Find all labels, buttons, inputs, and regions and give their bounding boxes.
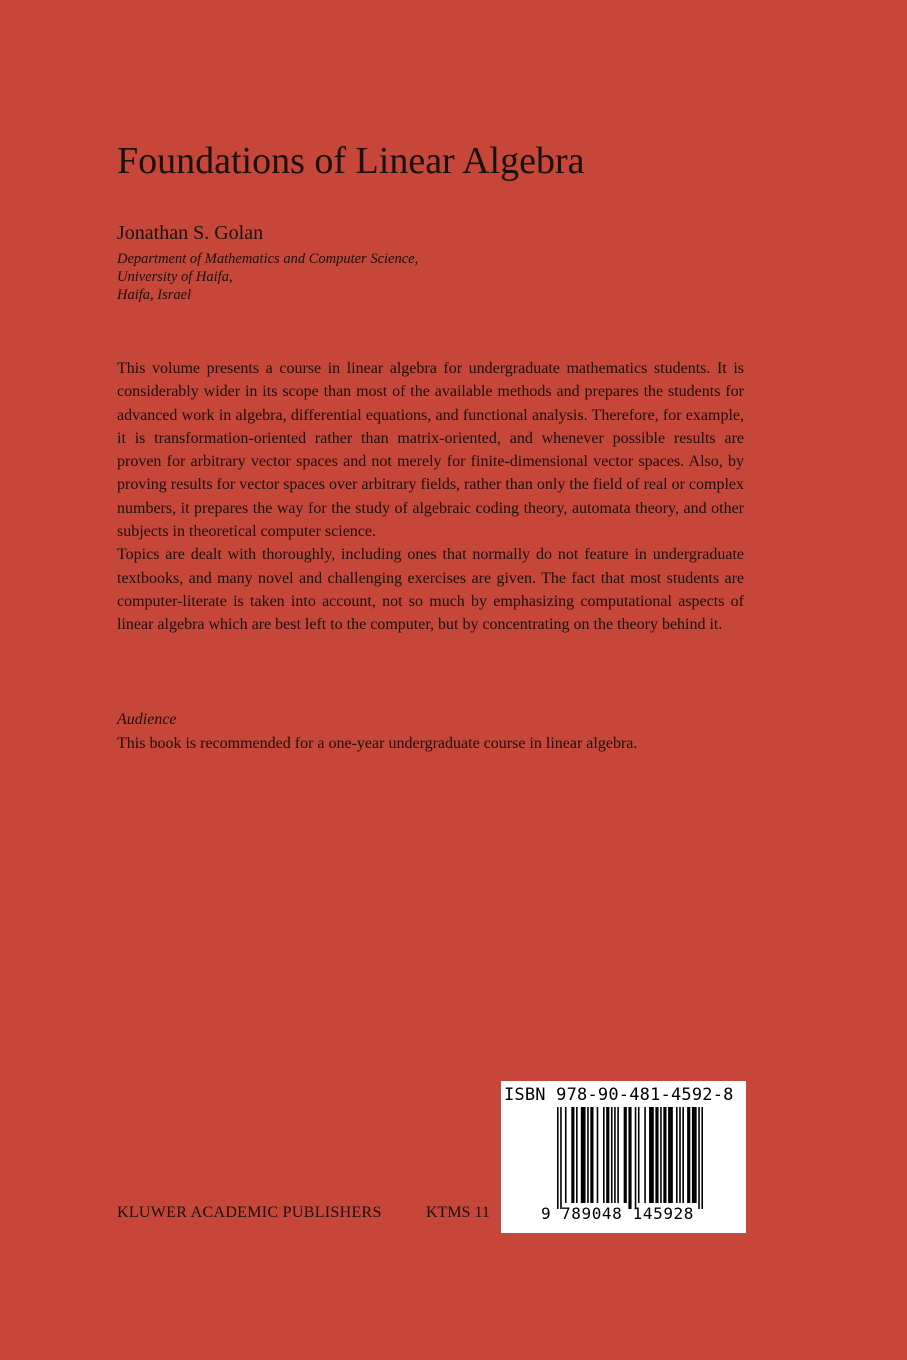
barcode-bar	[679, 1107, 681, 1203]
isbn-barcode-box	[501, 1081, 746, 1233]
ean-first-digit: 9	[541, 1204, 551, 1223]
barcode-bar	[687, 1107, 690, 1203]
barcode-bar	[701, 1107, 703, 1209]
affiliation-line: Haifa, Israel	[117, 287, 192, 303]
publisher-name: KLUWER ACADEMIC PUBLISHERS	[117, 1204, 382, 1221]
barcode-bar	[587, 1107, 589, 1203]
barcode-bar	[668, 1107, 673, 1203]
isbn-label: ISBN 978-90-481-4592-8	[504, 1085, 734, 1105]
audience-heading: Audience	[117, 711, 177, 728]
barcode-bar	[638, 1107, 640, 1203]
barcode-bar	[682, 1107, 684, 1203]
description-paragraph: This volume presents a course in linear algebra for undergraduate mathematics students. It is considerably wider in its scope than most of the available methods and prepares the students for advanced work in algebra, differential equations, and functional analysis. Therefore, for example, it is transformation-oriented rather than matrix-oriented, and whenever possible results are proven for arbitrary vector spaces and not merely for finite-dimensional vector spaces. Also, by proving results for vector spaces over arbitrary fields, rather than only the field of real or complex numbers, it prepares the way for the study of algebraic coding theory, automata theory, and other subjects in theoretical computer science.	[117, 360, 744, 541]
barcode-bar	[655, 1107, 658, 1203]
barcode-bar	[660, 1107, 662, 1203]
barcode-bar	[590, 1107, 593, 1203]
affiliation-line: University of Haifa,	[117, 269, 233, 285]
audience-text: This book is recommended for a one-year undergraduate course in linear algebra.	[117, 735, 638, 752]
barcode-bar	[576, 1107, 578, 1203]
affiliation-line: Department of Mathematics and Computer Science,	[117, 251, 419, 267]
barcode-bar	[698, 1107, 700, 1209]
barcode-bar	[606, 1107, 609, 1203]
ean-digits: 789048 145928	[561, 1204, 695, 1223]
barcode-bar	[649, 1107, 654, 1203]
barcode-bar	[663, 1107, 666, 1203]
barcode-bar	[692, 1107, 697, 1203]
barcode-bar	[676, 1107, 678, 1203]
barcode-bar	[581, 1107, 586, 1203]
description-paragraph: Topics are dealt with thoroughly, including ones that normally do not feature in undergraduate textbooks, and many novel and challenging exercises are given. The fact that most students are computer-literate is taken into account, not so much by emphasizing computational aspects of linear algebra which are best left to the computer, but by concentrating on the theory behind it.	[117, 546, 744, 634]
barcode-bar	[565, 1107, 567, 1203]
book-description	[117, 357, 744, 637]
barcode-bar	[624, 1107, 627, 1203]
barcode-bar	[603, 1107, 605, 1203]
barcode-bar	[571, 1107, 574, 1203]
barcode-bar	[560, 1107, 562, 1209]
barcode-bar	[628, 1107, 631, 1209]
barcode-bar	[635, 1107, 637, 1209]
barcode-bar	[597, 1107, 599, 1203]
author-affiliation	[117, 250, 418, 304]
barcode-bar	[617, 1107, 619, 1203]
barcode-bars	[557, 1107, 703, 1209]
barcode-bar	[614, 1107, 616, 1203]
barcode-bar	[611, 1107, 613, 1203]
book-title: Foundations of Linear Algebra	[117, 140, 585, 182]
barcode-bar	[644, 1107, 646, 1203]
author-name: Jonathan S. Golan	[117, 222, 264, 244]
series-code: KTMS 11	[426, 1204, 490, 1221]
barcode-bar	[557, 1107, 559, 1209]
